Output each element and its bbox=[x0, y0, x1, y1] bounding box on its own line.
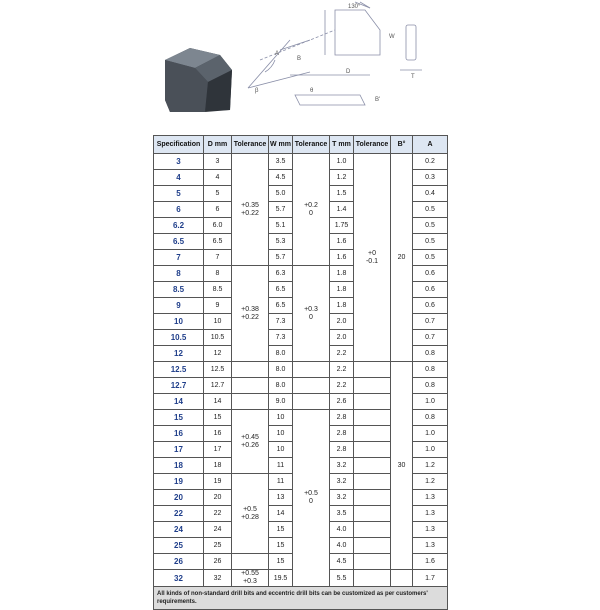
spec-cell: 10 bbox=[154, 314, 204, 330]
spec-cell: 25 bbox=[154, 538, 204, 554]
t-cell: 1.2 bbox=[330, 170, 354, 186]
table-row bbox=[154, 362, 448, 378]
note-row bbox=[154, 587, 448, 610]
t-cell: 3.5 bbox=[330, 506, 354, 522]
empty-cell bbox=[232, 378, 269, 394]
tolerance-cell bbox=[232, 154, 269, 266]
w-cell: 13 bbox=[269, 490, 293, 506]
t-tolerance-cell bbox=[354, 154, 391, 362]
w-cell: 3.5 bbox=[269, 154, 293, 170]
a-cell: 1.0 bbox=[413, 442, 448, 458]
b-angle-cell: 20 bbox=[391, 154, 413, 362]
tolerance-upper: +0.55 bbox=[241, 570, 259, 577]
d-cell: 6 bbox=[204, 202, 232, 218]
empty-cell bbox=[232, 362, 269, 378]
d-cell: 22 bbox=[204, 506, 232, 522]
a-cell: 0.7 bbox=[413, 314, 448, 330]
empty-cell bbox=[354, 570, 391, 587]
w-cell: 6.5 bbox=[269, 298, 293, 314]
a-cell: 0.6 bbox=[413, 266, 448, 282]
spec-table bbox=[153, 135, 448, 610]
a-cell: 0.5 bbox=[413, 234, 448, 250]
d-cell: 17 bbox=[204, 442, 232, 458]
empty-cell bbox=[354, 362, 391, 378]
empty-cell bbox=[354, 490, 391, 506]
product-figure bbox=[160, 0, 460, 115]
empty-cell bbox=[293, 362, 330, 378]
empty-cell bbox=[354, 394, 391, 410]
tolerance-upper: +0 bbox=[368, 249, 376, 257]
spec-cell: 3 bbox=[154, 154, 204, 170]
w-cell: 8.0 bbox=[269, 346, 293, 362]
w-cell: 9.0 bbox=[269, 394, 293, 410]
spec-cell: 4 bbox=[154, 170, 204, 186]
a-cell: 0.5 bbox=[413, 218, 448, 234]
a-cell: 1.7 bbox=[413, 570, 448, 587]
t-cell: 4.5 bbox=[330, 554, 354, 570]
a-cell: 0.6 bbox=[413, 298, 448, 314]
w-cell: 19.5 bbox=[269, 570, 293, 587]
empty-cell bbox=[391, 570, 413, 587]
w-cell: 5.7 bbox=[269, 250, 293, 266]
empty-cell bbox=[354, 442, 391, 458]
a-cell: 1.0 bbox=[413, 394, 448, 410]
w-cell: 4.5 bbox=[269, 170, 293, 186]
a-cell: 0.8 bbox=[413, 410, 448, 426]
t-cell: 1.4 bbox=[330, 202, 354, 218]
d-cell: 19 bbox=[204, 474, 232, 490]
header-specification: Specification bbox=[154, 136, 204, 154]
d-cell: 25 bbox=[204, 538, 232, 554]
t-cell: 1.8 bbox=[330, 298, 354, 314]
w-cell: 5.1 bbox=[269, 218, 293, 234]
tolerance-cell bbox=[232, 266, 269, 362]
a-cell: 0.8 bbox=[413, 346, 448, 362]
empty-cell bbox=[293, 378, 330, 394]
tolerance-cell bbox=[232, 410, 269, 474]
t-cell: 2.6 bbox=[330, 394, 354, 410]
b-label: B bbox=[297, 56, 302, 62]
a-cell: 0.4 bbox=[413, 186, 448, 202]
empty-cell bbox=[354, 522, 391, 538]
t-cell: 2.2 bbox=[330, 362, 354, 378]
a-cell: 1.3 bbox=[413, 506, 448, 522]
w-cell: 5.3 bbox=[269, 234, 293, 250]
t-cell: 2.2 bbox=[330, 378, 354, 394]
spec-cell: 19 bbox=[154, 474, 204, 490]
spec-cell: 16 bbox=[154, 426, 204, 442]
tolerance-lower: +0.22 bbox=[241, 209, 259, 217]
d-label: D bbox=[346, 69, 351, 75]
spec-cell: 6.5 bbox=[154, 234, 204, 250]
tolerance-upper: +0.3 bbox=[304, 305, 318, 313]
d-cell: 32 bbox=[204, 570, 232, 587]
w-cell: 7.3 bbox=[269, 314, 293, 330]
t-cell: 1.0 bbox=[330, 154, 354, 170]
a-cell: 0.8 bbox=[413, 362, 448, 378]
w-label: W bbox=[389, 34, 395, 40]
w-cell: 8.0 bbox=[269, 378, 293, 394]
w-cell: 15 bbox=[269, 538, 293, 554]
d-cell: 12.7 bbox=[204, 378, 232, 394]
spec-cell: 9 bbox=[154, 298, 204, 314]
t-cell: 3.2 bbox=[330, 474, 354, 490]
w-cell: 10 bbox=[269, 442, 293, 458]
tolerance-lower: 0 bbox=[309, 498, 313, 505]
w-cell: 5.0 bbox=[269, 186, 293, 202]
w-cell: 6.3 bbox=[269, 266, 293, 282]
t-cell: 2.2 bbox=[330, 346, 354, 362]
tolerance-upper: +0.38 bbox=[241, 305, 259, 313]
header-w-tolerance: Tolerance bbox=[293, 136, 330, 154]
spec-cell: 6.2 bbox=[154, 218, 204, 234]
t-cell: 3.2 bbox=[330, 458, 354, 474]
table-row bbox=[154, 154, 448, 170]
spec-cell: 26 bbox=[154, 554, 204, 570]
header-a: A bbox=[413, 136, 448, 154]
empty-cell bbox=[354, 538, 391, 554]
tolerance-lower: 0 bbox=[309, 313, 313, 321]
tolerance-lower: +0.22 bbox=[241, 313, 259, 321]
a-cell: 1.3 bbox=[413, 490, 448, 506]
tolerance-lower: +0.26 bbox=[241, 441, 259, 449]
w-cell: 10 bbox=[269, 426, 293, 442]
w-cell: 10 bbox=[269, 410, 293, 426]
table-body bbox=[154, 154, 448, 610]
t-cell: 2.8 bbox=[330, 426, 354, 442]
spec-cell: 6 bbox=[154, 202, 204, 218]
t-cell: 4.0 bbox=[330, 538, 354, 554]
d-cell: 3 bbox=[204, 154, 232, 170]
a-cell: 1.2 bbox=[413, 474, 448, 490]
t-cell: 2.8 bbox=[330, 410, 354, 426]
t-cell: 1.8 bbox=[330, 282, 354, 298]
a-cell: 0.7 bbox=[413, 330, 448, 346]
d-cell: 16 bbox=[204, 426, 232, 442]
header-d-tolerance: Tolerance bbox=[232, 136, 269, 154]
empty-cell bbox=[232, 554, 269, 570]
d-cell: 7 bbox=[204, 250, 232, 266]
w-cell: 8.0 bbox=[269, 362, 293, 378]
header-d-mm: D mm bbox=[204, 136, 232, 154]
t-cell: 2.0 bbox=[330, 330, 354, 346]
tolerance-upper: +0.5 bbox=[304, 490, 318, 497]
t-cell: 1.8 bbox=[330, 266, 354, 282]
a-cell: 1.6 bbox=[413, 554, 448, 570]
tolerance-lower: +0.28 bbox=[241, 513, 259, 521]
spec-cell: 10.5 bbox=[154, 330, 204, 346]
empty-cell bbox=[354, 474, 391, 490]
spec-cell: 18 bbox=[154, 458, 204, 474]
d-cell: 26 bbox=[204, 554, 232, 570]
w-cell: 15 bbox=[269, 522, 293, 538]
d-cell: 8.5 bbox=[204, 282, 232, 298]
d-cell: 6.5 bbox=[204, 234, 232, 250]
d-cell: 8 bbox=[204, 266, 232, 282]
spec-cell: 15 bbox=[154, 410, 204, 426]
d-cell: 9 bbox=[204, 298, 232, 314]
t-label: T bbox=[411, 74, 415, 80]
t-cell: 2.0 bbox=[330, 314, 354, 330]
d-cell: 15 bbox=[204, 410, 232, 426]
a-cell: 1.0 bbox=[413, 426, 448, 442]
header-w-mm: W mm bbox=[269, 136, 293, 154]
tolerance-cell bbox=[232, 474, 269, 554]
w-cell: 11 bbox=[269, 474, 293, 490]
tolerance-upper: +0.2 bbox=[304, 201, 318, 209]
tolerance-lower: 0 bbox=[309, 209, 313, 217]
b-angle-cell: 30 bbox=[391, 362, 413, 570]
spec-cell: 7 bbox=[154, 250, 204, 266]
spec-cell: 5 bbox=[154, 186, 204, 202]
table-header-row bbox=[154, 136, 448, 154]
tolerance-cell bbox=[232, 570, 269, 587]
header-b-angle: B° bbox=[391, 136, 413, 154]
tolerance-lower: +0.3 bbox=[243, 578, 257, 585]
empty-cell bbox=[354, 458, 391, 474]
top-angle-label: 130° bbox=[348, 4, 361, 10]
w-cell: 7.3 bbox=[269, 330, 293, 346]
header-t-mm: T mm bbox=[330, 136, 354, 154]
w-cell: 15 bbox=[269, 554, 293, 570]
tolerance-cell bbox=[293, 154, 330, 266]
t-cell: 2.8 bbox=[330, 442, 354, 458]
spec-cell: 8 bbox=[154, 266, 204, 282]
t-cell: 1.6 bbox=[330, 234, 354, 250]
w-cell: 5.7 bbox=[269, 202, 293, 218]
a-cell: 1.3 bbox=[413, 538, 448, 554]
t-cell: 5.5 bbox=[330, 570, 354, 587]
a-cell: 0.2 bbox=[413, 154, 448, 170]
a-cell: 0.5 bbox=[413, 202, 448, 218]
tolerance-cell bbox=[293, 266, 330, 362]
tolerance-upper: +0.35 bbox=[241, 201, 259, 209]
theta-label: θ bbox=[310, 88, 314, 94]
header-t-tolerance: Tolerance bbox=[354, 136, 391, 154]
empty-cell bbox=[354, 554, 391, 570]
d-cell: 12.5 bbox=[204, 362, 232, 378]
d-cell: 4 bbox=[204, 170, 232, 186]
w-cell: 11 bbox=[269, 458, 293, 474]
t-cell: 1.75 bbox=[330, 218, 354, 234]
carbide-tip-photo bbox=[165, 48, 232, 112]
a-cell: 0.6 bbox=[413, 282, 448, 298]
t-cell: 1.5 bbox=[330, 186, 354, 202]
empty-cell bbox=[232, 394, 269, 410]
spec-cell: 8.5 bbox=[154, 282, 204, 298]
d-cell: 10.5 bbox=[204, 330, 232, 346]
d-cell: 18 bbox=[204, 458, 232, 474]
a-label: A bbox=[275, 51, 280, 57]
tolerance-upper: +0.45 bbox=[241, 433, 259, 441]
empty-cell bbox=[354, 410, 391, 426]
a-cell: 0.3 bbox=[413, 170, 448, 186]
d-cell: 14 bbox=[204, 394, 232, 410]
spec-cell: 32 bbox=[154, 570, 204, 587]
customization-note: All kinds of non-standard drill bits and eccentric drill bits can be customized as per customers' requirements. bbox=[154, 587, 448, 610]
a-cell: 1.3 bbox=[413, 522, 448, 538]
d-cell: 20 bbox=[204, 490, 232, 506]
tolerance-upper: +0.5 bbox=[243, 505, 257, 513]
tolerance-lower: -0.1 bbox=[365, 257, 379, 265]
b-prime-label: B' bbox=[375, 97, 381, 103]
t-cell: 4.0 bbox=[330, 522, 354, 538]
a-cell: 0.5 bbox=[413, 250, 448, 266]
w-cell: 14 bbox=[269, 506, 293, 522]
empty-cell bbox=[354, 506, 391, 522]
spec-cell: 17 bbox=[154, 442, 204, 458]
d-cell: 12 bbox=[204, 346, 232, 362]
spec-cell: 20 bbox=[154, 490, 204, 506]
t-cell: 1.6 bbox=[330, 250, 354, 266]
spec-cell: 22 bbox=[154, 506, 204, 522]
spec-cell: 12.5 bbox=[154, 362, 204, 378]
empty-cell bbox=[354, 378, 391, 394]
empty-cell bbox=[293, 394, 330, 410]
d-cell: 10 bbox=[204, 314, 232, 330]
tolerance-cell bbox=[293, 410, 330, 587]
a-cell: 0.8 bbox=[413, 378, 448, 394]
phi-label: β bbox=[255, 88, 259, 94]
a-cell: 1.2 bbox=[413, 458, 448, 474]
t-cell: 3.2 bbox=[330, 490, 354, 506]
spec-cell: 14 bbox=[154, 394, 204, 410]
d-cell: 5 bbox=[204, 186, 232, 202]
spec-cell: 12.7 bbox=[154, 378, 204, 394]
spec-cell: 24 bbox=[154, 522, 204, 538]
w-cell: 6.5 bbox=[269, 282, 293, 298]
empty-cell bbox=[354, 426, 391, 442]
d-cell: 6.0 bbox=[204, 218, 232, 234]
spec-cell: 12 bbox=[154, 346, 204, 362]
d-cell: 24 bbox=[204, 522, 232, 538]
